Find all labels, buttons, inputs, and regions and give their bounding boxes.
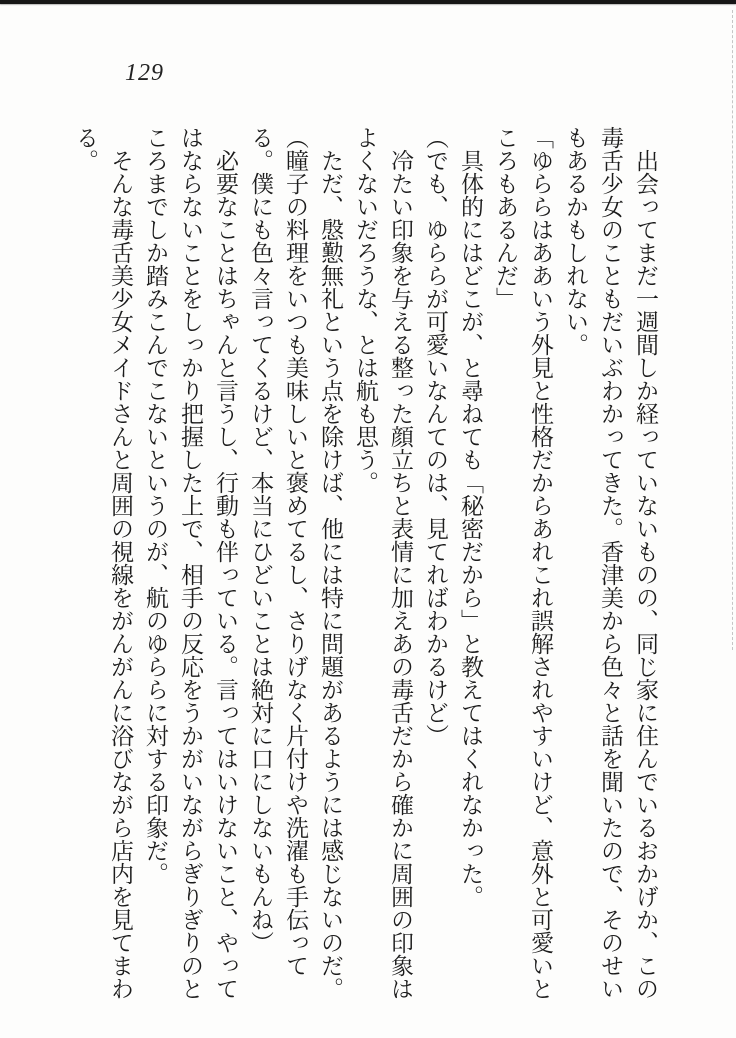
paragraph: ただ、慇懃無礼という点を除けば、他には特に問題があるようには感じないのだ。 (318, 149, 343, 1000)
paragraph: （でも、ゆららが可愛いなんてのは、見てればわかるけど） (423, 126, 448, 747)
paragraph: 出会ってまだ一週間しか経っていないものの、同じ家に住んでいるおかげか、この毒舌少女のこともだいぶわかってきた。香津美から色々と話を聞いたので、そのせいもあるかもしれない。 (563, 126, 658, 1000)
page-text (67, 126, 663, 1006)
paragraph: 「ゆららはああいう外見と性格だからあれこれ誤解されやすいけど、意外と可愛いところもあるんだ」 (493, 126, 553, 1000)
page-edge-mark (732, 10, 733, 650)
paragraph: 必要なことはちゃんと言うし、行動も伴っている。言ってはいけないこと、やってはならないことをしっかり把握した上で、相手の反応をうかがいながらぎりぎりのところまでしか踏みこんでこないというのが、航のゆららに対する印象だ。 (143, 126, 238, 1000)
page-number: 129 (125, 60, 164, 86)
paragraph: 具体的にはどこが、と尋ねても「秘密だから」と教えてはくれなかった。 (458, 149, 483, 908)
paragraph: （瞳子の料理をいつも美味しいと褒めてるし、さりげなく片付けや洗濯も手伝ってる。僕にも色々言ってくるけど、本当にひどいことは絶対に口にしないもんね） (248, 126, 308, 977)
paragraph: そんな毒舌美少女メイドさんと周囲の視線をがんがんに浴びながら店内を見てまわる。 (73, 126, 133, 1000)
page-top-border (0, 0, 736, 4)
paragraph: 冷たい印象を与える整った顔立ちと表情に加えあの毒舌だから確かに周囲の印象はよくないだろうな、とは航も思う。 (353, 126, 413, 1000)
